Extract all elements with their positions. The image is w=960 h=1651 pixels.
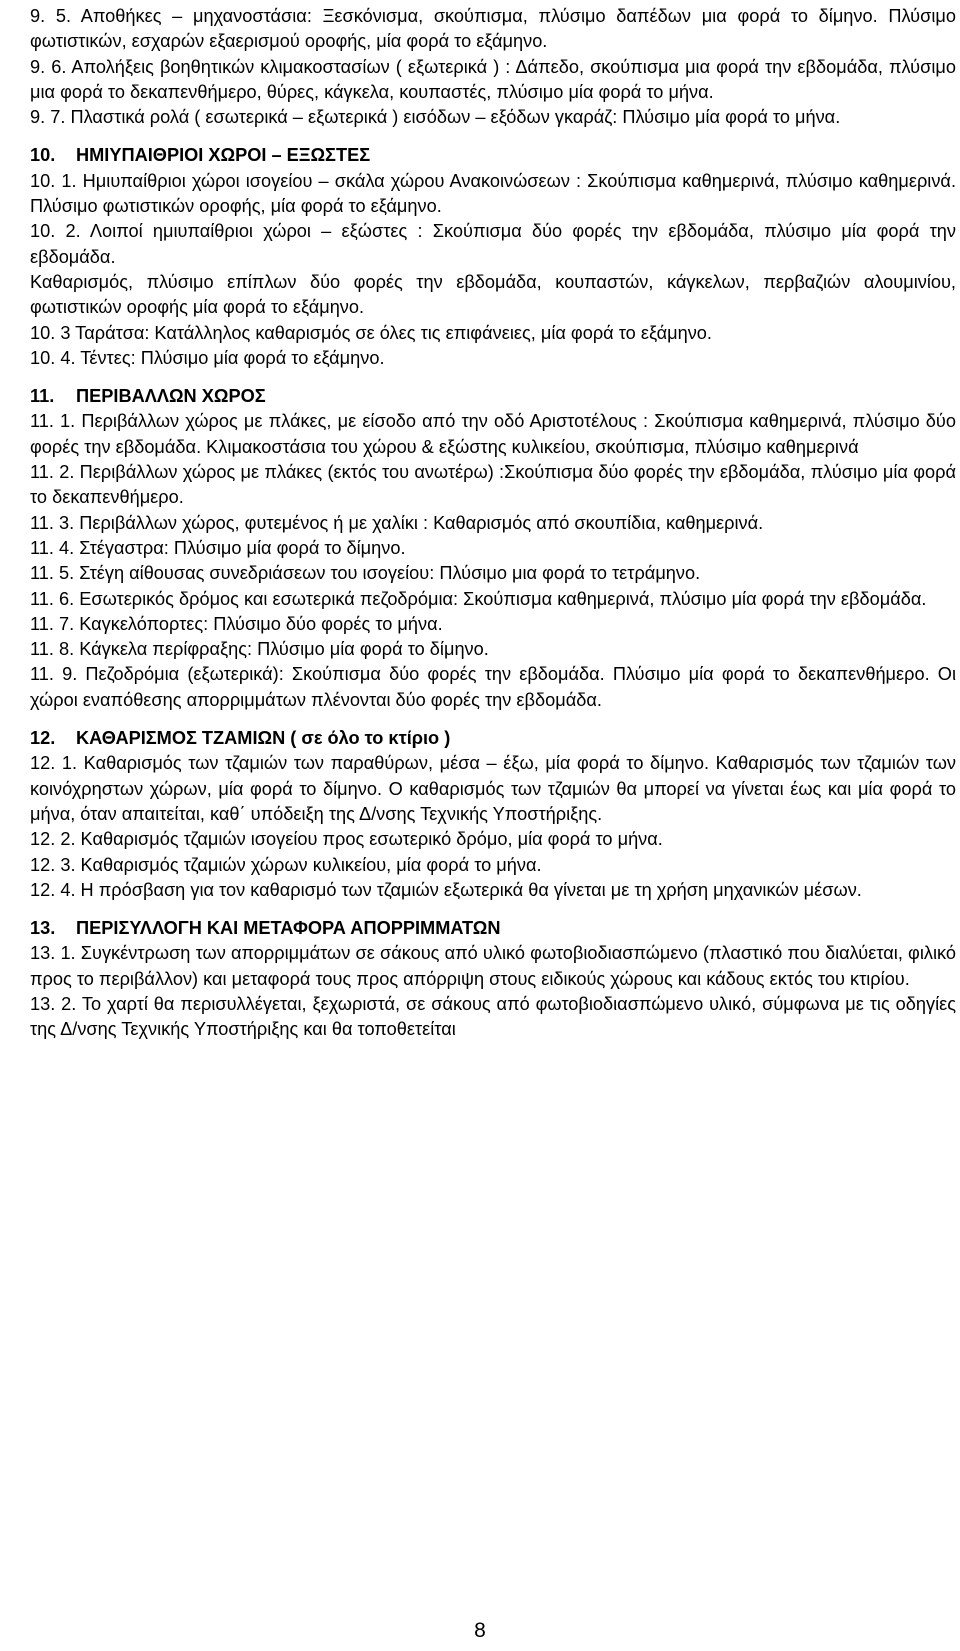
item-9-5: 9. 5. Αποθήκες – μηχανοστάσια: Ξεσκόνισμα, σκούπισμα, πλύσιμο δαπέδων μια φορά το δίμηνο. Πλύσιμο φωτιστικών, εσχαρών εξαερισμού οροφής, μία φορά το εξάμηνο. (30, 6, 956, 52)
item-13-1: 13. 1. Συγκέντρωση των απορριμμάτων σε σάκους από υλικό φωτοβιοδιασπώμενο (πλαστικό που διαλύεται, φιλικό προς το περιβάλλον) και μεταφορά τους προς απόρριψη στους ειδικούς χώρους και κάδους εκτός του κτιρίου. (30, 943, 956, 989)
item-11-4: 11. 4. Στέγαστρα: Πλύσιμο μία φορά το δίμηνο. (30, 537, 406, 558)
item-12-4: 12. 4. Η πρόσβαση για τον καθαρισμό των τζαμιών εξωτερικά θα γίνεται με τη χρήση μηχανικών μέσων. (30, 879, 862, 900)
section-11 (30, 384, 956, 713)
section-number: 10. (30, 145, 56, 166)
item-11-5: 11. 5. Στέγη αίθουσας συνεδριάσεων του ισογείου: Πλύσιμο μια φορά το τετράμηνο. (30, 563, 701, 584)
item-10-1: 10. 1. Ημιυπαίθριοι χώροι ισογείου – σκάλα χώρου Ανακοινώσεων : Σκούπισμα καθημερινά, πλύσιμο καθημερινά. Πλύσιμο φωτιστικών οροφής, μία φορά το εξάμηνο. (30, 170, 956, 217)
section-13 (30, 916, 956, 1042)
item-11-6: 11. 6. Εσωτερικός δρόμος και εσωτερικά πεζοδρόμια: Σκούπισμα καθημερινά, πλύσιμο μία φορά την εβδομάδα. (30, 588, 927, 609)
section-12 (30, 726, 956, 903)
document-page (30, 4, 956, 1043)
section-9-continued (30, 4, 956, 130)
section-number: 13. (30, 918, 56, 939)
section-title: ΚΑΘΑΡΙΣΜΟΣ ΤΖΑΜΙΩΝ ( σε όλο το κτίριο ) (76, 728, 451, 749)
section-heading (30, 384, 956, 409)
section-number: 11. (30, 386, 55, 407)
section-heading (30, 143, 956, 168)
item-11-7: 11. 7. Καγκελόπορτες: Πλύσιμο δύο φορές το μήνα. (30, 613, 443, 634)
item-11-2: 11. 2. Περιβάλλων χώρος με πλάκες (εκτός του ανωτέρω) :Σκούπισμα δύο φορές την εβδομάδα, πλύσιμο μία φορά το δεκαπενθήμερο. (30, 462, 956, 508)
item-9-6: 9. 6. Απολήξεις βοηθητικών κλιμακοστασίων ( εξωτερικά ) : Δάπεδο, σκούπισμα μια φορά την εβδομάδα, πλύσιμο μια φορά το δεκαπενθήμερο, θύρες, κάγκελα, κουπαστές, πλύσιμο μία φορά το μήνα. (30, 56, 956, 102)
section-title: ΠΕΡΙΒΑΛΛΩΝ ΧΩΡΟΣ (76, 386, 266, 407)
item-12-2: 12. 2. Καθαρισμός τζαμιών ισογείου προς εσωτερικό δρόμο, μία φορά το μήνα. (30, 829, 663, 850)
item-11-1: 11. 1. Περιβάλλων χώρος με πλάκες, με είσοδο από την οδό Αριστοτέλους : Σκούπισμα καθημερινά, πλύσιμο δύο φορές την εβδομάδα. Κλιμακοστάσια του χώρου & εξώστης κυλικείου, σκούπισμα, πλύσιμο καθημερινά (30, 411, 956, 457)
item-10-4: 10. 4. Τέντες: Πλύσιμο μία φορά το εξάμηνο. (30, 347, 385, 368)
item-11-3: 11. 3. Περιβάλλων χώρος, φυτεμένος ή με χαλίκι : Καθαρισμός από σκουπίδια, καθημερινά. (30, 512, 764, 533)
item-12-1: 12. 1. Καθαρισμός των τζαμιών των παραθύρων, μέσα – έξω, μία φορά το δίμηνο. Καθαρισμός των τζαμιών των κοινόχρηστων χώρων, μία φορά το δίμηνο. Ο καθαρισμός των τζαμιών θα μπορεί να γίνεται έως και μία φορά το μήνα, όταν απαιτείται, καθ΄ υπόδειξη της Δ/νσης Τεχνικής Υποστήριξης. (30, 753, 956, 824)
section-number: 12. (30, 728, 56, 749)
section-heading (30, 916, 956, 941)
item-10-2-cont: Καθαρισμός, πλύσιμο επίπλων δύο φορές την εβδομάδα, κουπαστών, κάγκελων, περβαζιών αλουμινίου, φωτιστικών οροφής μία φορά το εξάμηνο. (30, 271, 956, 318)
item-11-8: 11. 8. Κάγκελα περίφραξης: Πλύσιμο μία φορά το δίμηνο. (30, 639, 489, 660)
item-10-3: 10. 3 Ταράτσα: Κατάλληλος καθαρισμός σε όλες τις επιφάνειες, μία φορά το εξάμηνο. (30, 322, 712, 343)
section-title: ΠΕΡΙΣΥΛΛΟΓΗ ΚΑΙ ΜΕΤΑΦΟΡΑ ΑΠΟΡΡΙΜΜΑΤΩΝ (76, 918, 501, 939)
section-title: ΗΜΙΥΠΑΙΘΡΙΟΙ ΧΩΡΟΙ – ΕΞΩΣΤΕΣ (76, 145, 371, 166)
item-12-3: 12. 3. Καθαρισμός τζαμιών χώρων κυλικείου, μία φορά το μήνα. (30, 854, 542, 875)
page-number: 8 (474, 1619, 486, 1642)
item-10-2: 10. 2. Λοιποί ημιυπαίθριοι χώροι – εξώστες : Σκούπισμα δύο φορές την εβδομάδα, πλύσιμο μία φορά την εβδομάδα. (30, 221, 956, 267)
item-13-2: 13. 2. Το χαρτί θα περισυλλέγεται, ξεχωριστά, σε σάκους από φωτοβιοδιασπώμενο υλικό, σύμφωνα με τις οδηγίες της Δ/νσης Τεχνικής Υποστήριξης και θα τοποθετείται (30, 993, 956, 1040)
section-heading (30, 726, 956, 751)
section-10 (30, 143, 956, 371)
item-9-7: 9. 7. Πλαστικά ρολά ( εσωτερικά – εξωτερικά ) εισόδων – εξόδων γκαράζ: Πλύσιμο μία φορά το μήνα. (30, 107, 841, 128)
item-11-9: 11. 9. Πεζοδρόμια (εξωτερικά): Σκούπισμα δύο φορές την εβδομάδα. Πλύσιμο μία φορά το δεκαπενθήμερο. Οι χώροι εναπόθεσης απορριμμάτων πλένονται δύο φορές την εβδομάδα. (30, 664, 956, 710)
